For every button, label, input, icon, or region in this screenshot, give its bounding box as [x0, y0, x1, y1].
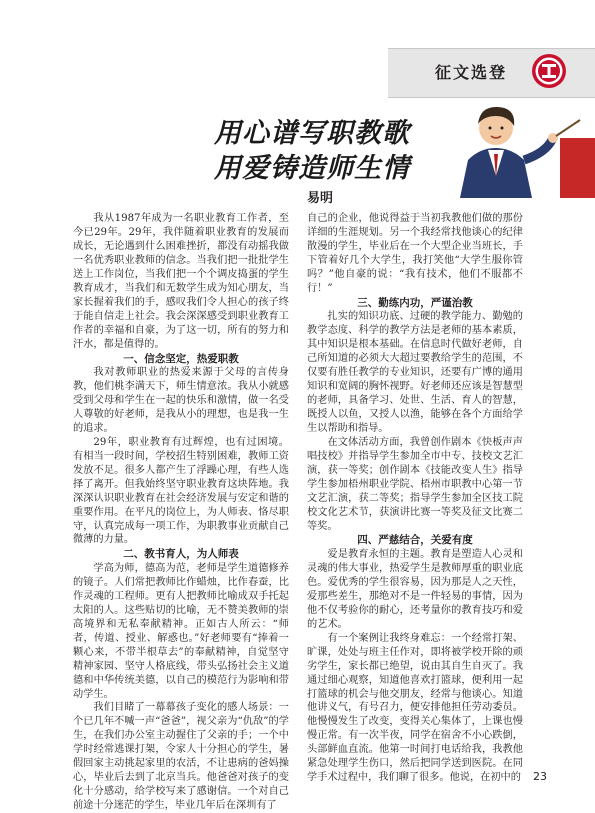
paragraph: 自己的企业，他说得益于当初我教他们做的那份详细的生涯规划。另一个我经常找他谈心的纪律散漫的学生，毕业后在一个大型企业当班长，手下管着好几个大学生，我打笑他“大学生服你管吗？”他自豪的说：“我有技术，他们不服都不行！” — [307, 213, 523, 294]
paragraph: 我对教师职业的热爱来源于父母的言传身教，他们桃李满天下，师生情意浓。我从小就感受到父母和学生在一起的快乐和激情，做一名受人尊敬的好老师，是我从小的理想，也是我一生的追求。 — [73, 367, 289, 434]
section-heading: 一、信念坚定，热爱职教 — [123, 352, 239, 365]
section-heading: 三、勤练内功，严谨治教 — [357, 296, 473, 309]
section-tag: 征文选登 — [434, 63, 507, 82]
section-heading: 二、教书育人，为人师表 — [123, 548, 239, 561]
paragraph: 爱是教育永恒的主题。教育是塑造人心灵和灵魂的伟大事业，热爱学生是教师厚重的职业底色。爱优秀的学生很容易，因为那是人之天性，爱那些差生，那绝对不是一件轻易的事情，因为他不仅考验你的耐心，还考量你的教育技巧和爱的艺术。 — [307, 548, 523, 630]
page-number: 23 — [533, 770, 547, 783]
paragraph: 学高为师，德高为范，老师是学生道德修养的镜子。人们常把教师比作蜡烛，比作春蚕，比作灵魂的工程师。更有人把教师比喻成双手托起太阳的人。这些贴切的比喻，无不赞美教师的崇高境界和无私奉献精神。正如古人所云：“师者，传道、授业、解惑也。”好老师要有“捧着一颗心来，不带半根草去”的奉献精神，自觉坚守精神家园、坚守人格底线，带头弘扬社会主义道德和中华传统美德，以自己的模范行为影响和带动学生。 — [73, 562, 289, 700]
left-column — [73, 212, 289, 813]
section-heading: 四、严慈结合，关爱有度 — [357, 534, 473, 547]
paragraph: 有一个案例让我终身难忘：一个经常打架、旷课，处处与班主任作对，即将被学校开除的顽劣学生，家长都已绝望，说由其自生自灭了。我通过细心观察，知道他喜欢打篮球，便利用一起打篮球的机会与他交朋友，经常与他谈心。知道他讲义气，有号召力，便安排他担任劳动委员。他慢慢发生了改变，变得关心集体了，上课也慢慢正常。有一次半夜，同学在宿舍不小心跌倒，头部鲜血直流。他第一时间打电话给我，我教他紧急处理学生伤口，然后把同学送到医院。在同学手术过程中，我们聊了很多。他说，在初中的 — [307, 632, 523, 784]
paragraph: 在文体活动方面，我曾创作剧本《快板声声唱技校》并指导学生参加全市中专、技校文艺汇演，获一等奖；创作剧本《技能改变人生》指导学生参加梧州职业学院、梧州市职教中心第一节文艺汇演，获二等奖；指导学生参加全区技工院校文化艺术节，获演讲比赛一等奖及征文比赛二等奖。 — [307, 436, 523, 532]
teacher-illustration — [420, 98, 595, 198]
paragraph: 我们目睹了一幕幕孩子变化的感人场景：一个已几年不喊一声“爸爸”，视父亲为“仇敌”的学生，在我们办公室主动握住了父亲的手；一个中学时经常逃课打架，令家人十分担心的学生，暑假回家主动挑起家里的农活，不让患病的爸妈操心，毕业后去到了北京当兵。他爸爸对孩子的变化十分感动，给学校写来了感谢信。一个对自己前途十分迷茫的学生，毕业几年后在深圳有了 — [73, 702, 289, 812]
article-title-line-1: 用心谱写职教歌 — [214, 118, 410, 149]
paragraph: 29年，职业教育有过辉煌，也有过困境。有相当一段时间，学校招生特别困难，教师工资发放不足。很多人都产生了浮躁心理，有些人选择了离开。但我始终坚守职业教育这块阵地。我深深认识职业教育在社会经济发展与安定和谐的重要作用。在平凡的岗位上，为人师表、恪尽职守，认真完成每一项工作，为职教事业贡献自己微薄的力量。 — [73, 436, 289, 546]
article-title-line-2: 用爱铸造师生情 — [214, 153, 410, 184]
paragraph: 扎实的知识功底、过硬的教学能力、勤勉的教学态度、科学的教学方法是老师的基本素质，其中知识是根本基础。在信息时代做好老师，自己所知道的必须大大超过要教给学生的范围，不仅要有胜任教学的专业知识，还要有广博的通用知识和宽阔的胸怀视野。好老师还应该是智慧型的老师，具备学习、处世、生活、育人的智慧，既授人以鱼，又授人以渔，能够在各个方面给学生以帮助和指导。 — [307, 311, 523, 434]
article-author: 易明 — [306, 191, 333, 206]
paragraph: 我从1987年成为一名职业教育工作者，至今已29年。29年，我伴随着职业教育的发展而成长，无论遇到什么困难挫折，都没有动摇我做一名优秀职业教师的信念。当我们把一批批学生送上工作岗位，当我们把一个个调皮捣蛋的学生教育成才，当我们和无数学生成为知心朋友，当家长握着我们的手，感叹我们令人担心的孩子终于能自信走上社会。我会深深感受到职业教育工作者的幸福和自豪，为了这一切，所有的努力和汗水，都是值得的。 — [73, 213, 289, 350]
right-column — [307, 212, 523, 785]
union-logo-icon — [531, 53, 567, 89]
